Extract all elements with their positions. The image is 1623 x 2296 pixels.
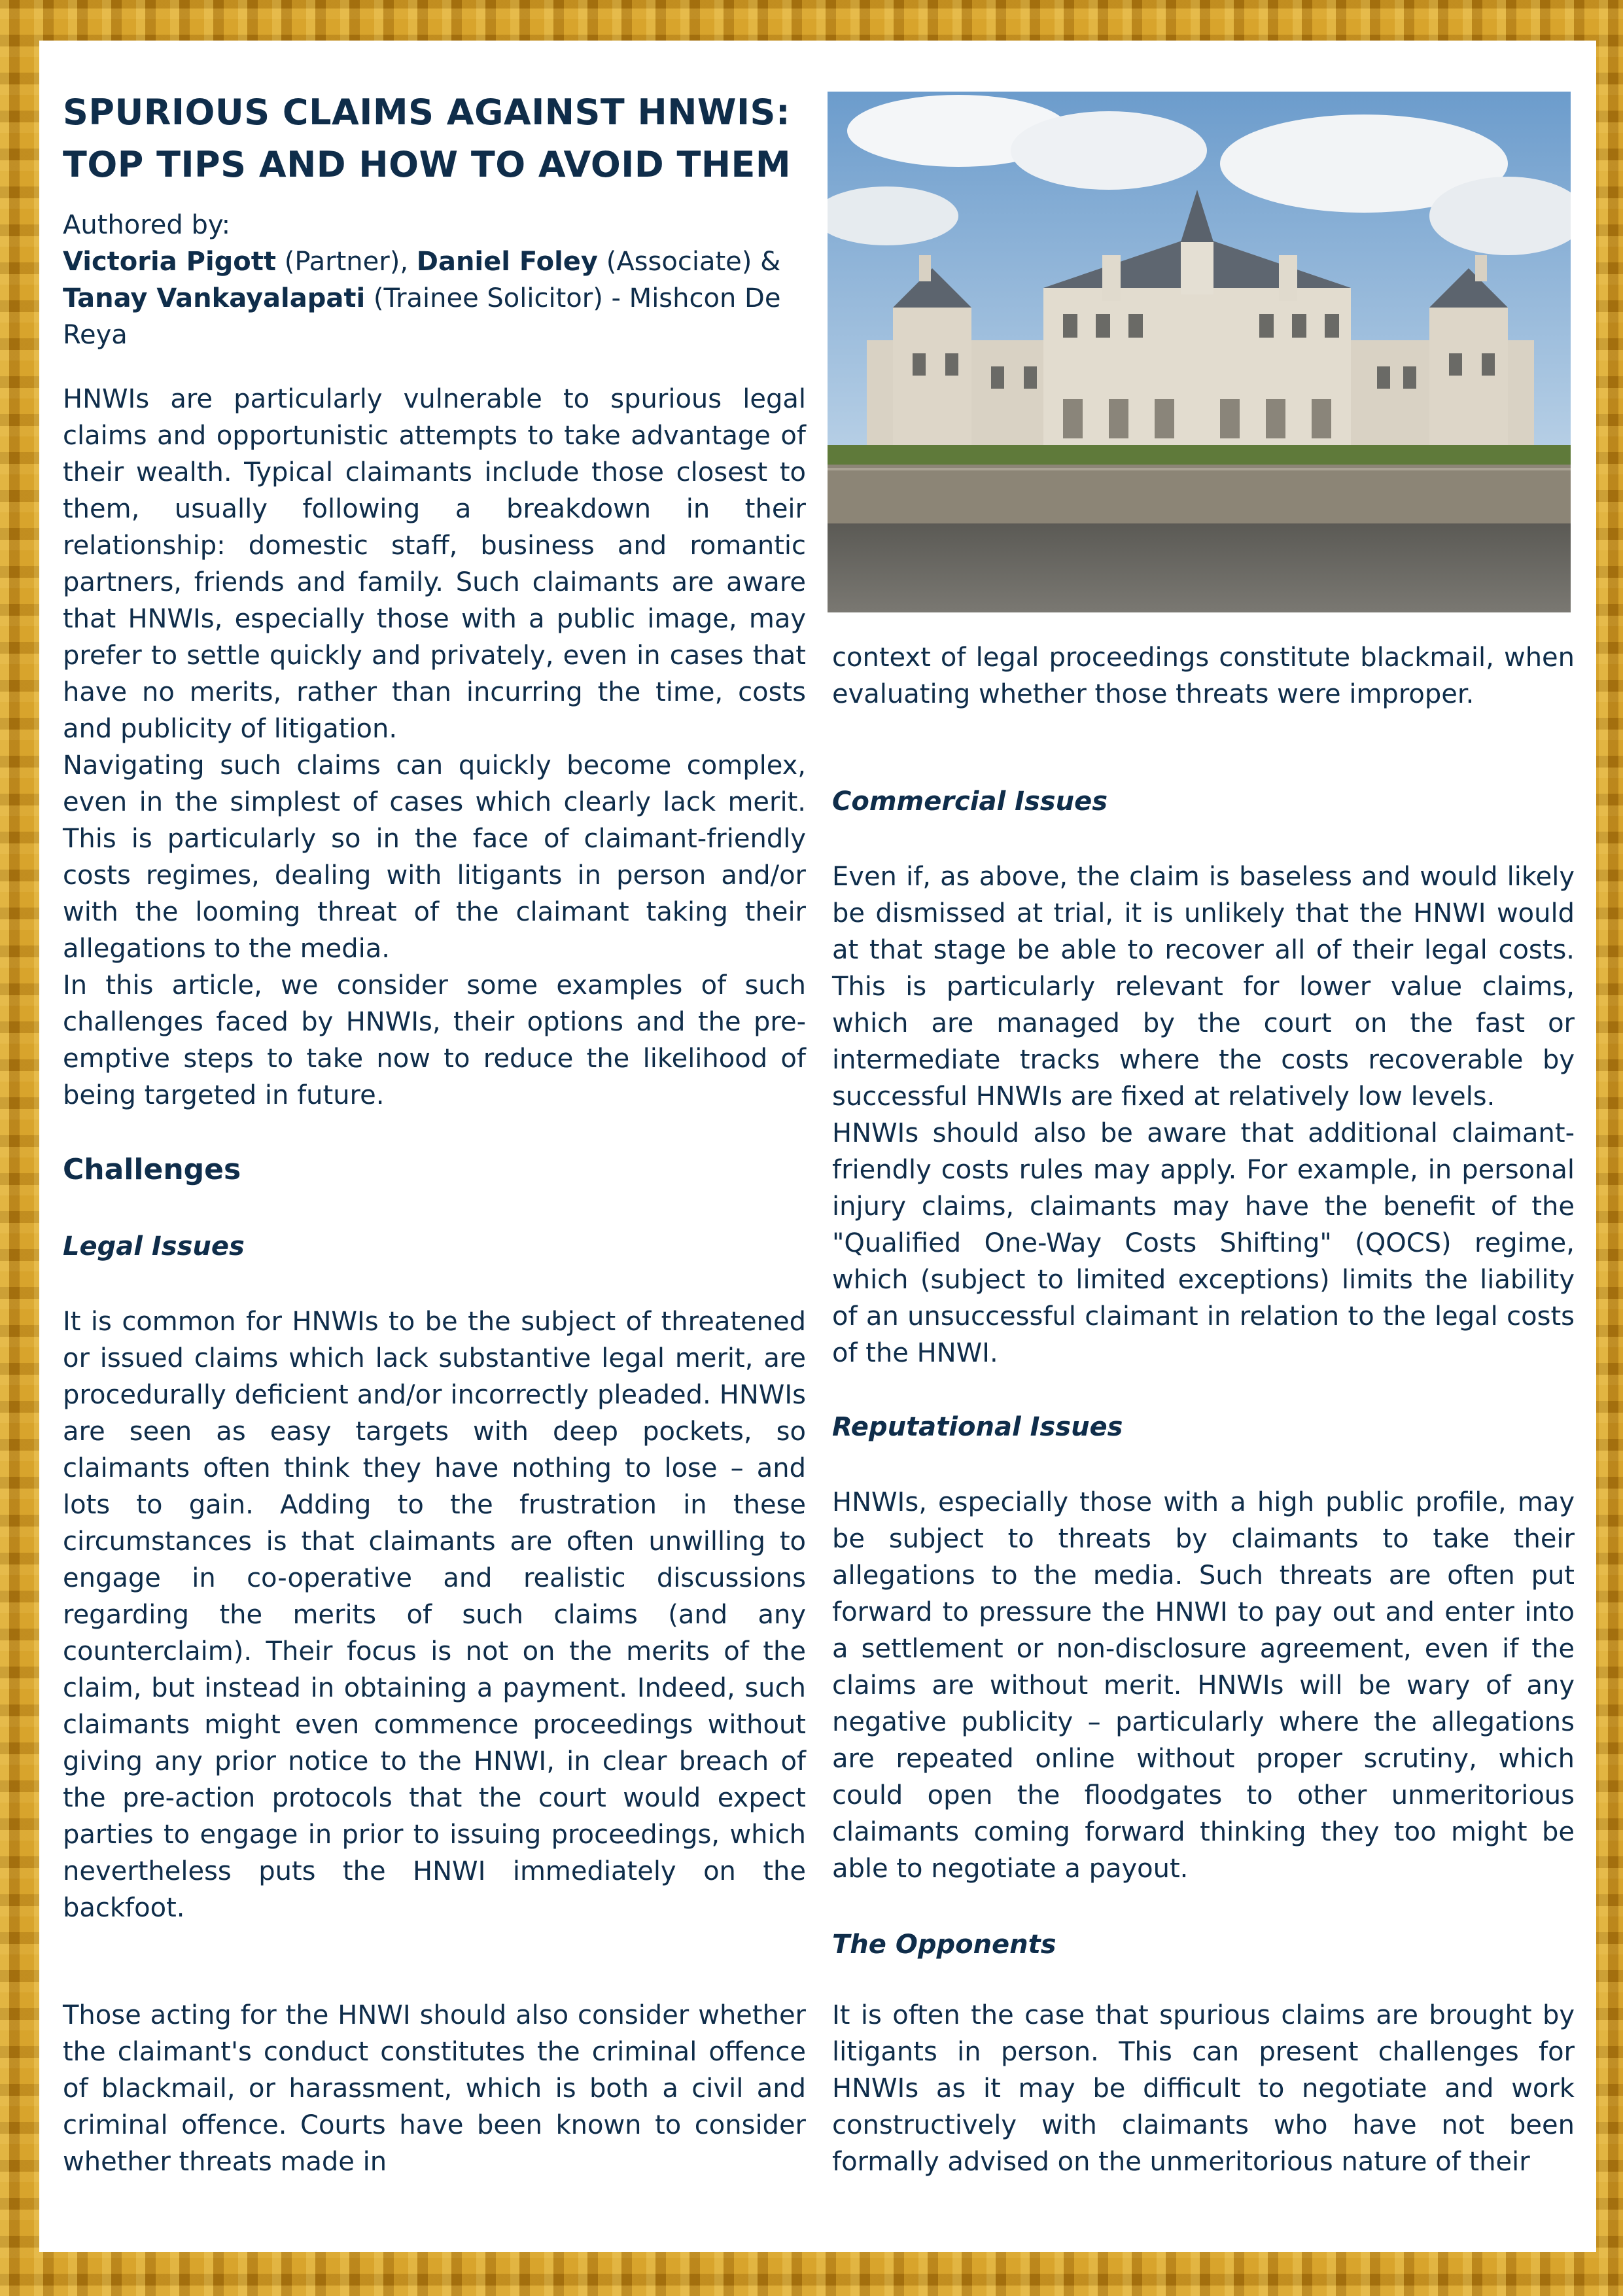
- title-line-1: SPURIOUS CLAIMS AGAINST HNWIS:: [63, 92, 791, 133]
- right-paragraph-2: Even if, as above, the claim is baseless and would likely be dismissed at trial, it is unlikely that the HNWI would at that stage be able to recover all of their legal costs. This is particularly relevant for lower value claims, which are managed by the court on the fast or intermediate tracks where the costs recoverable by successful HNWIs are fixed at relatively low levels.: [832, 862, 1575, 1112]
- author-3-name: Tanay Vankayalapati: [63, 283, 366, 313]
- title-line-2: TOP TIPS AND HOW TO AVOID THEM: [63, 144, 792, 185]
- left-paragraph-5: Those acting for the HNWI should also consider whether the claimant's conduct constitutes the criminal offence of blackmail, or harassment, which is both a civil and criminal offence. Courts have been known to consider whether threats made in: [63, 2000, 806, 2177]
- article-title: [63, 86, 809, 191]
- right-paragraph-3: HNWIs should also be aware that additional claimant-friendly costs rules may apply. For example, in personal injury claims, claimants may have the benefit of the "Qualified One-Way Costs Shifting" (QOCS) regime, which (subject to limited exceptions) limits the liability of an unsuccessful claimant in relation to the legal costs of the HNWI.: [832, 1118, 1575, 1368]
- article-page: [39, 41, 1596, 2252]
- right-paragraph-5: It is often the case that spurious claims are brought by litigants in person. This can present challenges for HNWIs as it may be difficult to negotiate and work constructively with claimants who have not been formally advised on the unmeritorious nature of their: [832, 2000, 1575, 2177]
- left-paragraph-4: It is common for HNWIs to be the subject of threatened or issued claims which lack substantive legal merit, are procedurally deficient and/or incorrectly pleaded. HNWIs are seen as easy targets with deep pockets, so claimants often think they have nothing to lose – and lots to gain. Adding to the frustration in these circumstances is that claimants are often unwilling to engage in co-operative and realistic discussions regarding the merits of such claims (and any counterclaim). Their focus is not on the merits of the claim, but instead in obtaining a payment. Indeed, such claimants might even commence proceedings without giving any prior notice to the HNWI, in clear breach of the pre-action protocols that the court would expect parties to engage in prior to issuing proceedings, which nevertheless puts the HNWI immediately on the backfoot.: [63, 1307, 806, 1923]
- author-3-role: (Trainee Solicitor) - Mishcon De Reya: [63, 283, 781, 350]
- left-paragraph-1: HNWIs are particularly vulnerable to spurious legal claims and opportunistic attempts to take advantage of their wealth. Typical claimants include those closest to them, usually following a breakdown in their relationship: domestic staff, business and romantic partners, friends and family. Such claimants are aware that HNWIs, especially those with a public image, may prefer to settle quickly and privately, even in cases that have no merits, rather than incurring the time, costs and publicity of litigation.: [63, 384, 806, 744]
- author-2-role: (Associate) &: [598, 247, 781, 277]
- heading-the-opponents: The Opponents: [832, 1930, 1056, 1960]
- right-paragraph-1: context of legal proceedings constitute blackmail, when evaluating whether those threats were improper.: [832, 643, 1575, 709]
- chateau-illustration: [828, 92, 1571, 612]
- author-2-name: Daniel Foley: [416, 247, 598, 277]
- author-1-role: (Partner),: [276, 247, 417, 277]
- heading-commercial-issues: Commercial Issues: [832, 786, 1108, 817]
- author-byline: [63, 207, 809, 353]
- chateau-photo: [828, 92, 1571, 612]
- heading-reputational-issues: Reputational Issues: [832, 1412, 1123, 1442]
- heading-challenges: Challenges: [63, 1153, 241, 1186]
- authored-by-label: Authored by:: [63, 210, 231, 240]
- author-1-name: Victoria Pigott: [63, 247, 277, 277]
- right-paragraph-4: HNWIs, especially those with a high public profile, may be subject to threats by claimants to take their allegations to the media. Such threats are often put forward to pressure the HNWI to pay out and enter into a settlement or non-disclosure agreement, even if the claims are without merit. HNWIs will be wary of any negative publicity – particularly where the allegations are repeated online without proper scrutiny, which could open the floodgates to other unmeritorious claimants coming forward thinking they too might be able to negotiate a payout.: [832, 1487, 1575, 1884]
- heading-legal-issues: Legal Issues: [63, 1231, 245, 1262]
- left-paragraph-2: Navigating such claims can quickly become complex, even in the simplest of cases which clearly lack merit. This is particularly so in the face of claimant-friendly costs regimes, dealing with litigants in person and/or with the looming threat of the claimant taking their allegations to the media.: [63, 751, 806, 964]
- left-paragraph-3: In this article, we consider some examples of such challenges faced by HNWIs, their options and the pre-emptive steps to take now to reduce the likelihood of being targeted in future.: [63, 970, 806, 1110]
